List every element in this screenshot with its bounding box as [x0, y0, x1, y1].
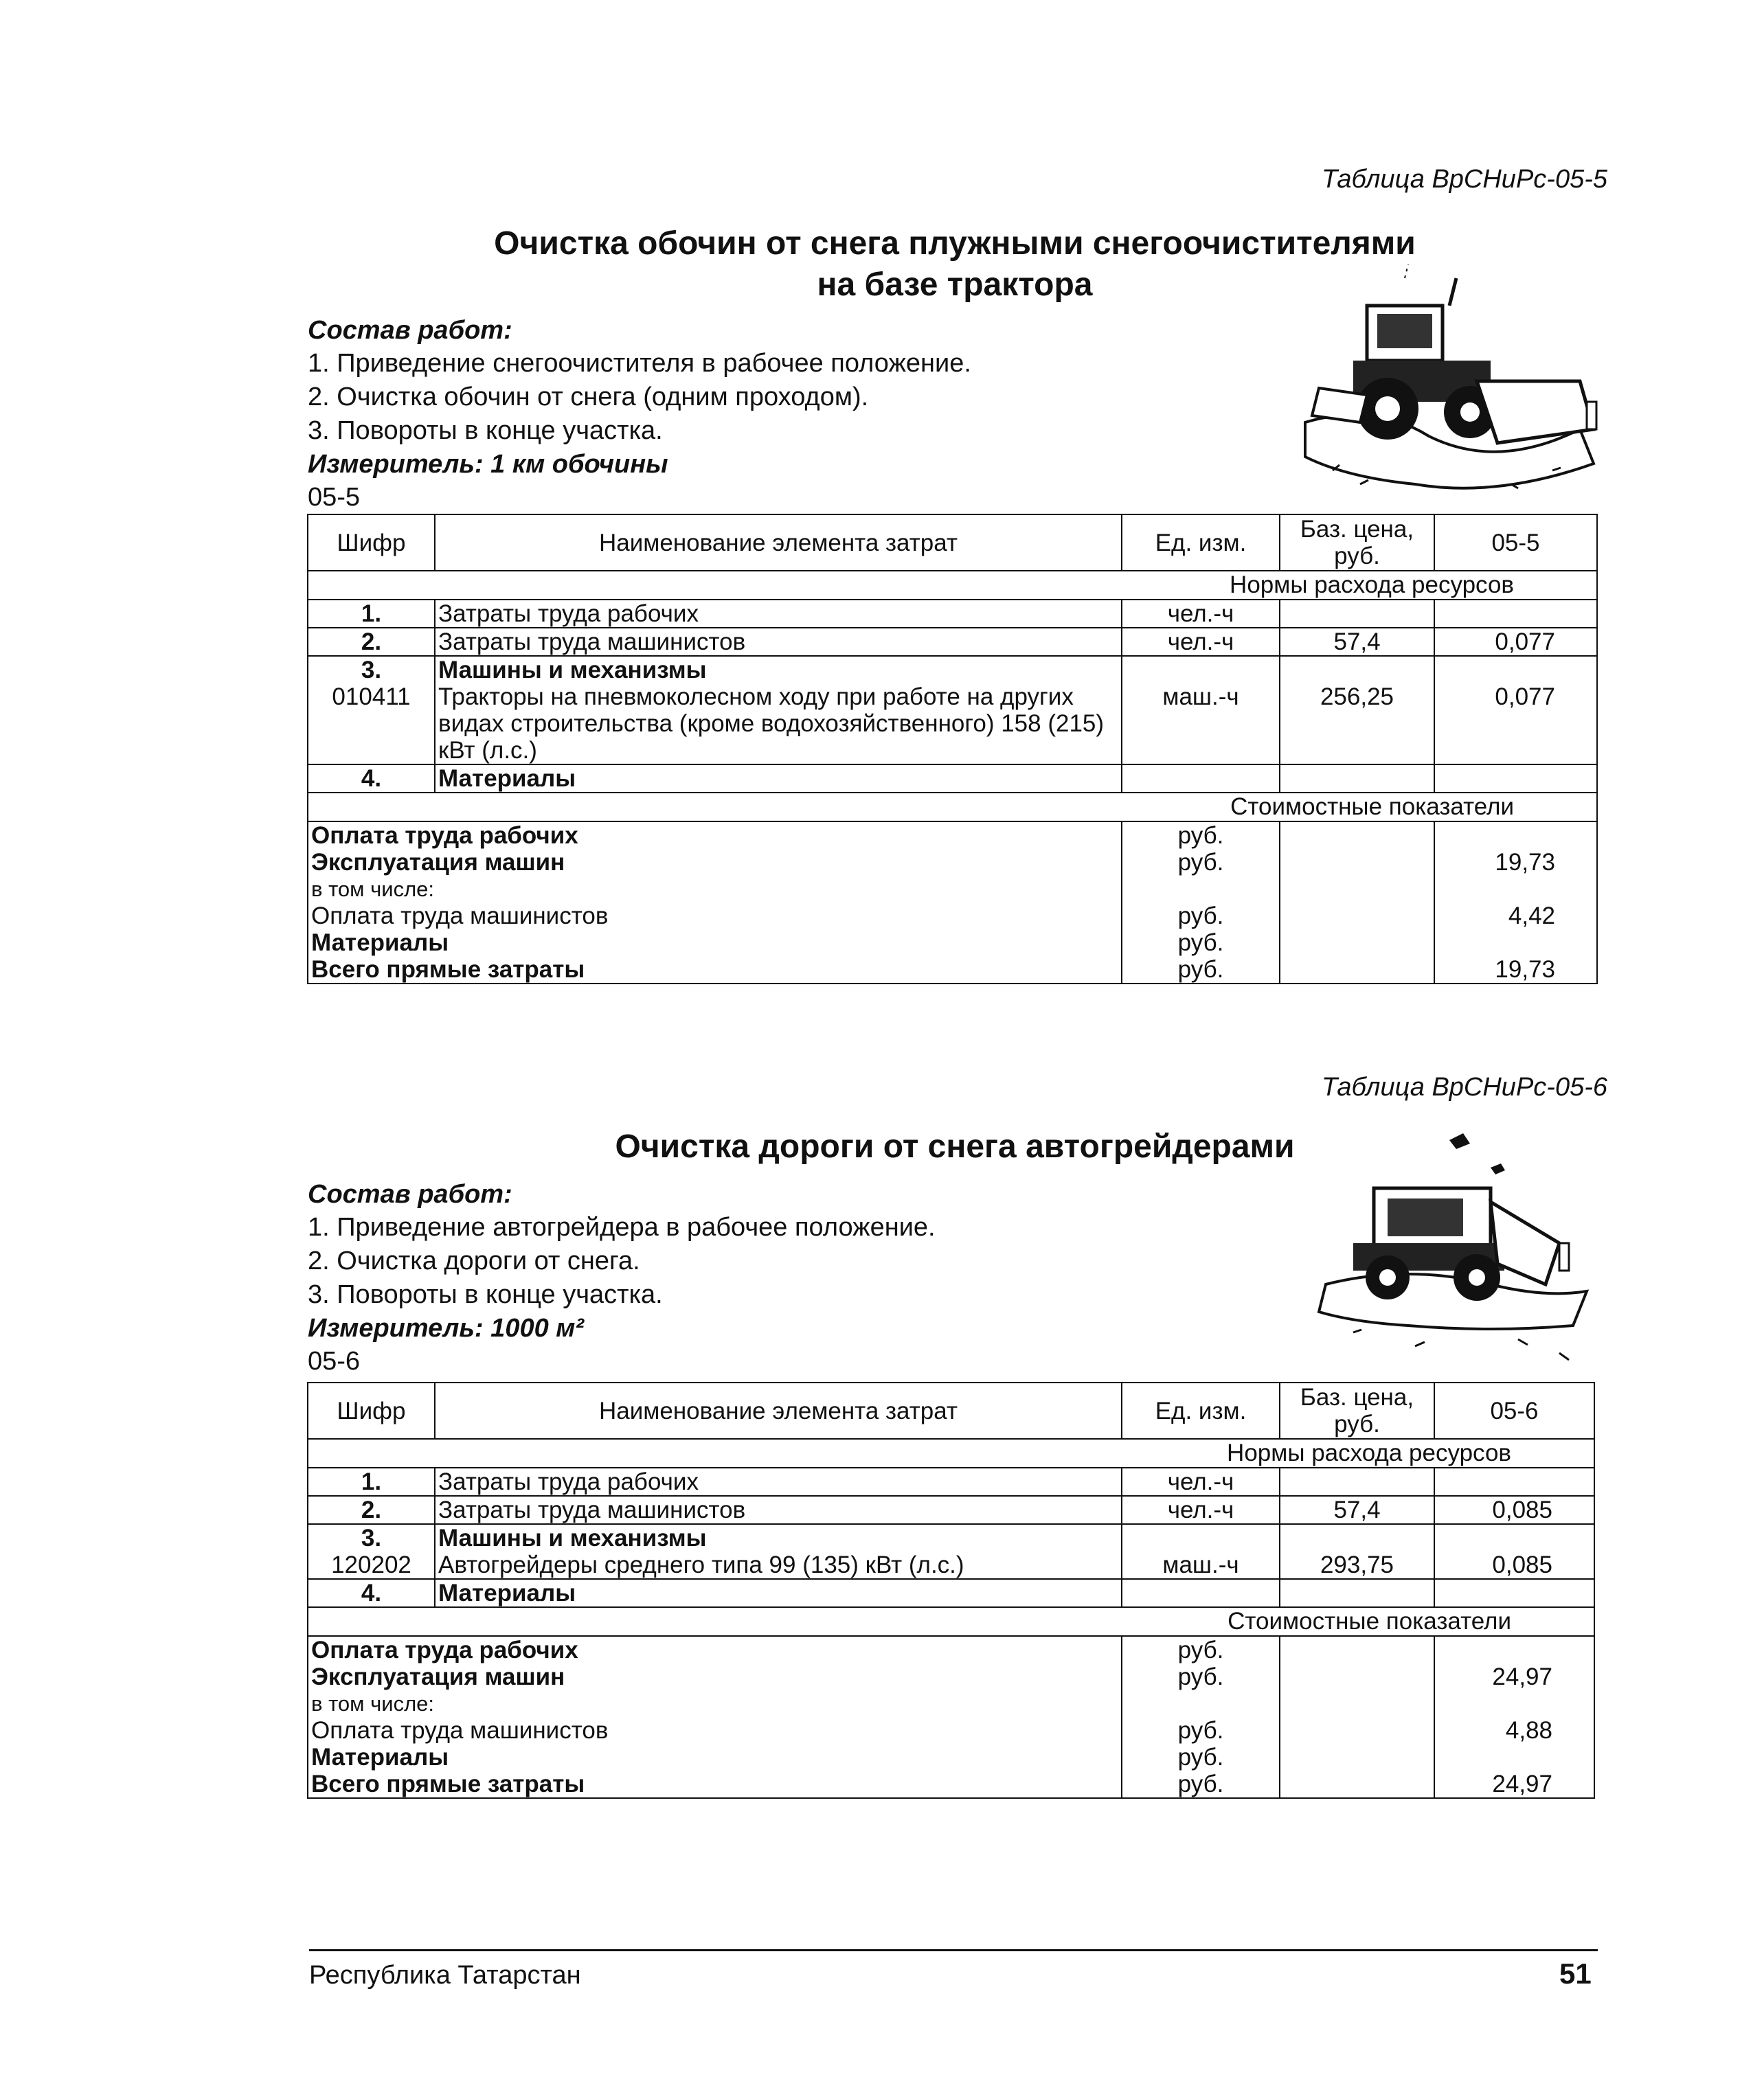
section-code: 05-6	[308, 1347, 361, 1376]
cost-row: Материалы руб.	[308, 929, 1597, 956]
norms-section-label: Нормы расхода ресурсов	[308, 1439, 1594, 1468]
cost-section-label: Стоимостные показатели	[308, 1607, 1594, 1636]
footer-divider	[309, 1949, 1598, 1951]
header-norm-code: 05-6	[1434, 1383, 1594, 1439]
work-item: 3. Повороты в конце участка.	[308, 416, 663, 445]
measure-unit: Измеритель: 1000 м²	[308, 1314, 585, 1343]
table-row: 120202 Автогрейдеры среднего типа 99 (135) кВт (л.с.) маш.-ч 293,75 0,085	[308, 1552, 1594, 1579]
work-item: 1. Приведение автогрейдера в рабочее положение.	[308, 1213, 936, 1242]
header-code: Шифр	[308, 514, 435, 571]
cost-row: Оплата труда рабочих руб.	[308, 1636, 1594, 1663]
cost-row: Оплата труда машинистов руб. 4,88	[308, 1717, 1594, 1744]
section-title-line2: на базе трактора	[817, 266, 1093, 303]
section-code: 05-5	[308, 483, 361, 512]
work-item: 2. Очистка дороги от снега.	[308, 1247, 640, 1275]
header-price: Баз. цена, руб.	[1280, 514, 1434, 571]
cost-row: Всего прямые затраты руб. 19,73	[308, 956, 1597, 984]
footer-region: Республика Татарстан	[309, 1961, 581, 1990]
table-label: Таблица ВрСНиРс-05-5	[1321, 165, 1607, 194]
header-unit: Ед. изм.	[1122, 514, 1280, 571]
motor-grader-illustration	[1312, 1126, 1601, 1374]
norms-section-label: Нормы расхода ресурсов	[308, 571, 1597, 600]
table-row: 4. Материалы	[308, 1579, 1594, 1607]
cost-row: Эксплуатация машин руб. 24,97	[308, 1663, 1594, 1690]
measure-unit: Измеритель: 1 км обочины	[308, 450, 668, 479]
section-title: Очистка дороги от снега автогрейдерами	[615, 1128, 1295, 1165]
cost-row: Материалы руб.	[308, 1744, 1594, 1771]
header-norm-code: 05-5	[1434, 514, 1597, 571]
cost-section-label: Стоимостные показатели	[308, 793, 1597, 821]
cost-row: Оплата труда машинистов руб. 4,42	[308, 902, 1597, 929]
table-row: 4. Материалы	[308, 764, 1597, 793]
header-name: Наименование элемента затрат	[435, 514, 1122, 571]
work-heading: Состав работ:	[308, 316, 512, 345]
work-heading: Состав работ:	[308, 1180, 512, 1209]
resource-table	[307, 514, 1598, 984]
table-row: 3. Машины и механизмы	[308, 656, 1597, 683]
table-row: 3. Машины и механизмы	[308, 1524, 1594, 1552]
resource-table	[307, 1382, 1595, 1799]
cost-row: Эксплуатация машин руб. 19,73	[308, 849, 1597, 876]
table-row: 1. Затраты труда рабочих чел.-ч	[308, 600, 1597, 628]
cost-row: в том числе:	[308, 876, 1597, 902]
snowplow-tractor-illustration	[1291, 264, 1614, 512]
work-item: 2. Очистка обочин от снега (одним проходом).	[308, 383, 869, 411]
cost-row: Всего прямые затраты руб. 24,97	[308, 1771, 1594, 1798]
header-name: Наименование элемента затрат	[435, 1383, 1122, 1439]
work-item: 1. Приведение снегоочистителя в рабочее положение.	[308, 349, 971, 378]
work-item: 3. Повороты в конце участка.	[308, 1280, 663, 1309]
table-label: Таблица ВрСНиРс-05-6	[1321, 1073, 1607, 1102]
header-code: Шифр	[308, 1383, 435, 1439]
page-number: 51	[1559, 1957, 1592, 1990]
table-row: 010411 Тракторы на пневмоколесном ходу при работе на других видах строительства (кроме водохозяйственного) 158 (215) кВт (л.с.) маш.-ч 256,25 0,077	[308, 683, 1597, 764]
header-unit: Ед. изм.	[1122, 1383, 1280, 1439]
cost-row: Оплата труда рабочих руб.	[308, 821, 1597, 849]
table-row: 2. Затраты труда машинистов чел.-ч 57,4 0,077	[308, 628, 1597, 656]
table-row: 1. Затраты труда рабочих чел.-ч	[308, 1468, 1594, 1496]
cost-row: в том числе:	[308, 1690, 1594, 1717]
table-row: 2. Затраты труда машинистов чел.-ч 57,4 0,085	[308, 1496, 1594, 1524]
section-title-line1: Очистка обочин от снега плужными снегоочистителями	[494, 225, 1416, 262]
header-price: Баз. цена, руб.	[1280, 1383, 1434, 1439]
